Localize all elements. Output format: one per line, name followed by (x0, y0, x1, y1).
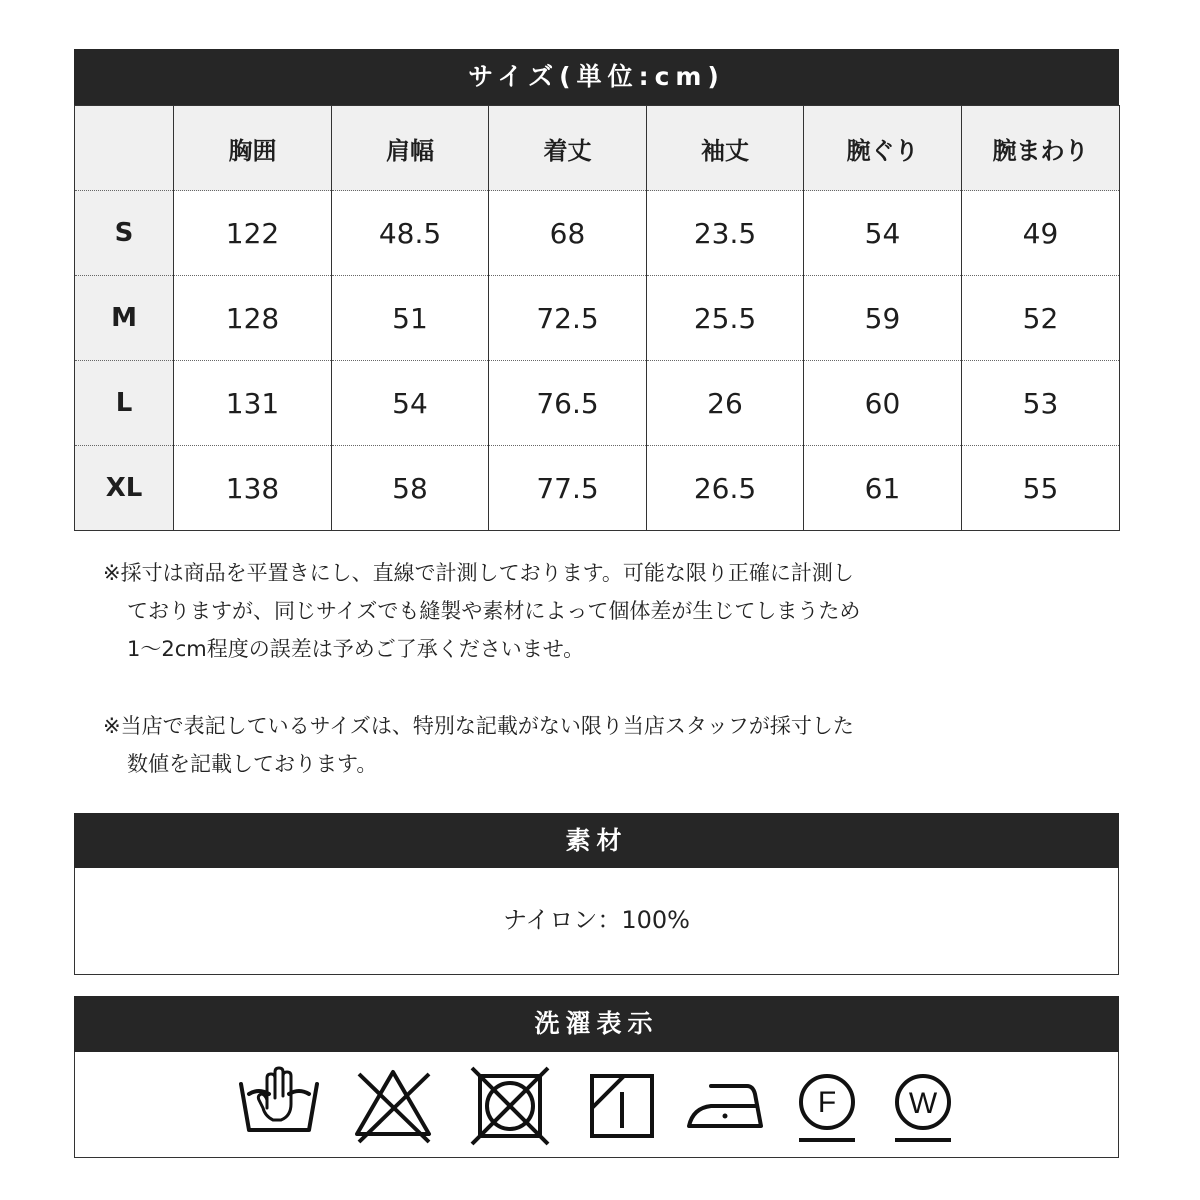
column-header-shoulder: 肩幅 (332, 106, 489, 191)
size-source-note (103, 707, 983, 783)
measurement-note (103, 554, 983, 668)
size-table (74, 105, 1120, 531)
table-cell: 48.5 (332, 191, 489, 276)
table-cell: 61 (804, 446, 962, 531)
size-label: S (75, 191, 174, 276)
dry-clean-f-icon (785, 1064, 869, 1148)
table-cell: 58 (332, 446, 489, 531)
note-line: ※採寸は商品を平置きにし、直線で計測しております。可能な限り正確に計測し (103, 561, 854, 585)
table-cell: 122 (174, 191, 332, 276)
table-cell: 72.5 (489, 276, 647, 361)
table-header-row (75, 106, 1120, 191)
wet-clean-letter: W (908, 1087, 938, 1120)
size-label: XL (75, 446, 174, 531)
table-cell: 26.5 (647, 446, 804, 531)
material-section-title: 素材 (74, 813, 1119, 868)
table-cell: 51 (332, 276, 489, 361)
table-cell: 49 (962, 191, 1120, 276)
table-row (75, 446, 1120, 531)
column-header-sleeve: 袖丈 (647, 106, 804, 191)
table-cell: 54 (332, 361, 489, 446)
table-cell: 77.5 (489, 446, 647, 531)
hand-wash-icon (237, 1064, 321, 1148)
table-cell: 76.5 (489, 361, 647, 446)
column-header-arm-circumference: 腕まわり (962, 106, 1120, 191)
care-icons-row (74, 1052, 1119, 1158)
note-line: ※当店で表記しているサイズは、特別な記載がない限り当店スタッフが採寸した (103, 714, 854, 738)
column-header-armhole: 腕ぐり (804, 106, 962, 191)
note-line: ておりますが、同じサイズでも縫製や素材によって個体差が生じてしまうため (127, 599, 861, 623)
material-content: ナイロン：100% (74, 868, 1119, 975)
note-line: 1～2cm程度の誤差は予めご了承くださいませ。 (127, 637, 585, 661)
table-row (75, 276, 1120, 361)
column-header-length: 着丈 (489, 106, 647, 191)
table-cell: 128 (174, 276, 332, 361)
table-cell: 131 (174, 361, 332, 446)
table-cell: 59 (804, 276, 962, 361)
table-cell: 26 (647, 361, 804, 446)
note-line: 数値を記載しております。 (127, 752, 378, 776)
drip-dry-in-shade-icon (580, 1064, 664, 1148)
do-not-tumble-dry-icon (468, 1064, 552, 1148)
size-label: M (75, 276, 174, 361)
table-cell: 68 (489, 191, 647, 276)
table-cell: 25.5 (647, 276, 804, 361)
care-section-title: 洗濯表示 (74, 996, 1119, 1052)
table-cell: 53 (962, 361, 1120, 446)
wet-clean-w-icon (881, 1064, 965, 1148)
corner-cell (75, 106, 174, 191)
iron-low-temperature-icon (685, 1064, 769, 1148)
table-cell: 54 (804, 191, 962, 276)
table-cell: 60 (804, 361, 962, 446)
column-header-chest: 胸囲 (174, 106, 332, 191)
size-label: L (75, 361, 174, 446)
dry-clean-letter: F (817, 1086, 837, 1119)
do-not-bleach-icon (351, 1064, 435, 1148)
table-cell: 52 (962, 276, 1120, 361)
table-cell: 138 (174, 446, 332, 531)
size-section-title: サイズ(単位:cm) (74, 49, 1119, 105)
table-row (75, 361, 1120, 446)
table-row (75, 191, 1120, 276)
table-cell: 55 (962, 446, 1120, 531)
table-cell: 23.5 (647, 191, 804, 276)
